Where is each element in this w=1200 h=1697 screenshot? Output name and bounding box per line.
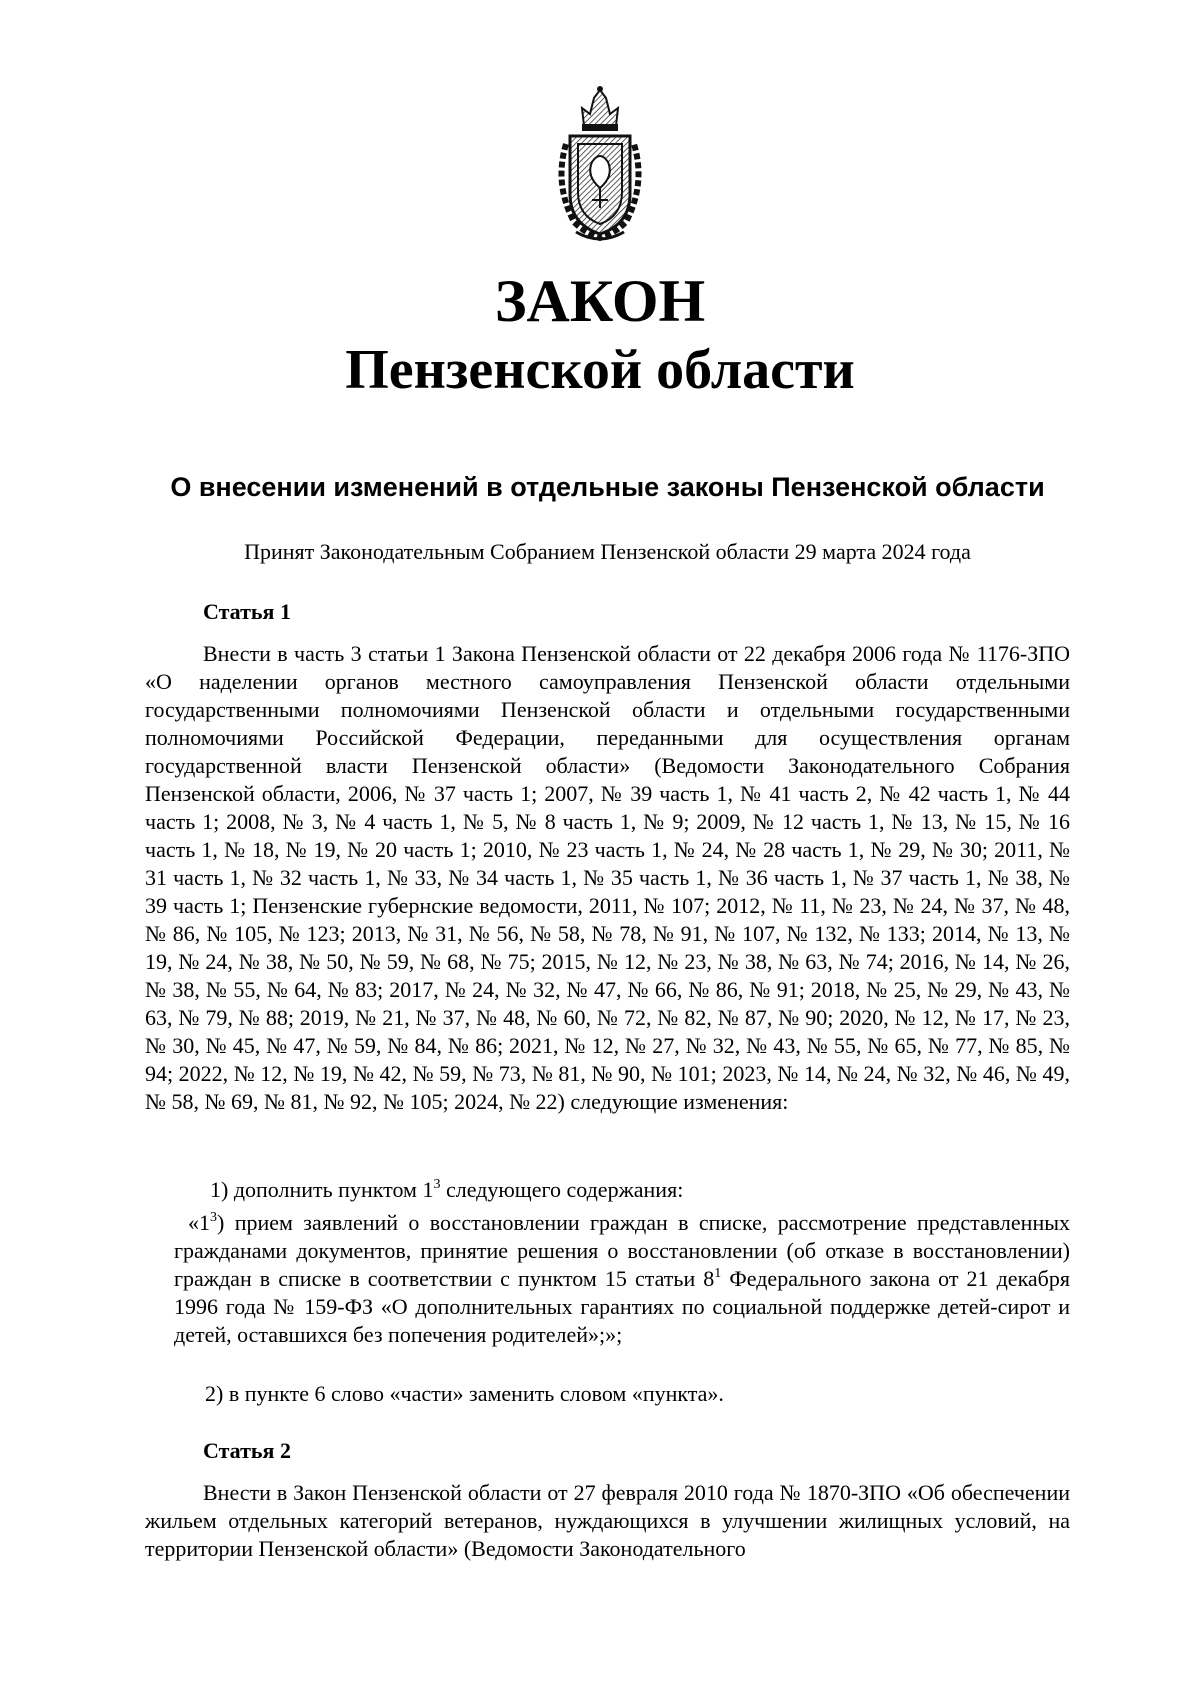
article-1-paragraph: Внести в часть 3 статьи 1 Закона Пензенской области от 22 декабря 2006 года № 1176-ЗПО «О наделении органов местного самоуправления Пензенской области отдельными государственными полномочиями Пензенской области и отдельными государственными полномочиями Российской Федерации, переданными для осуществления органам государственной власти Пензенской области» (Ведомости Законодательного Собрания Пензенской области, 2006, № 37 часть 1; 2007, № 39 часть 1, № 41 часть 2, № 42 часть 1, № 44 часть 1; 2008, № 3, № 4 часть 1, № 5, № 8 часть 1, № 9; 2009, № 12 часть 1, № 13, № 15, № 16 часть 1, № 18, № 19, № 20 часть 1; 2010, № 23 часть 1, № 24, № 28 часть 1, № 29, № 30; 2011, № 31 часть 1, № 32 часть 1, № 33, № 34 часть 1, № 35 часть 1, № 36 часть 1, № 37 часть 1, № 38, № 39 часть 1; Пензенские губернские ведомости, 2011, № 107; 2012, № 11, № 23, № 24, № 37, № 48, № 86, № 105, № 123; 2013, № 31, № 56, № 58, № 78, № 91, № 107, № 132, № 133; 2014, № 13, № 19, № 24, № 38, № 50, № 59, № 68, № 75; 2015, № 12, № 23, № 38, № 63, № 74; 2016, № 14, № 26, № 38, № 55, № 64, № 83; 2017, № 24, № 32, № 47, № 66, № 86, № 91; 2018, № 25, № 29, № 43, № 63, № 79, № 88; 2019, № 21, № 37, № 48, № 60, № 72, № 82, № 87, № 90; 2020, № 12, № 17, № 23, № 30, № 45, № 47, № 59, № 84, № 86; 2021, № 12, № 27, № 32, № 43, № 55, № 65, № 77, № 85, № 94; 2022, № 12, № 19, № 42, № 59, № 73, № 81, № 90, № 101; 2023, № 14, № 24, № 32, № 46, № 49, № 58, № 69, № 81, № 92, № 105; 2024, № 22) следующие изменения: (145, 641, 1070, 1114)
item-1-superscript: 3 (433, 1177, 441, 1192)
quote-open: «1 (188, 1210, 210, 1235)
quote-text-a: ) прием заявлений о восстановлении граждан в списке, рассмотрение представленных гражданами документов, принятие решения о восстановлении (об отказе в восстановлении) граждан в списке в соответствии с пунктом 15 статьи 8 (174, 1210, 1070, 1291)
document-heading: О внесении изменений в отдельные законы Пензенской области (170, 472, 1045, 502)
quote-superscript: 3 (210, 1210, 217, 1225)
article-2-title: Статья 2 (203, 1438, 291, 1463)
adoption-line: Принят Законодательным Собранием Пензенской области 29 марта 2024 года (244, 539, 971, 564)
article-2-paragraph: Внести в Закон Пензенской области от 27 февраля 2010 года № 1870-ЗПО «Об обеспечении жильем отдельных категорий ветеранов, нуждающихся в улучшении жилищных условий, на территории Пензенской области» (Ведомости Законодательного (145, 1480, 1070, 1561)
coat-of-arms-icon (544, 84, 656, 244)
article-1-item-1 (210, 1176, 683, 1204)
article-1-item-2: 2) в пункте 6 слово «части» заменить словом «пункта». (205, 1381, 724, 1406)
article-1-quoted-text (174, 1209, 1070, 1349)
law-subtitle: Пензенской области (345, 339, 855, 401)
item-1-text: 1) дополнить пунктом 1 (210, 1177, 434, 1202)
quote-superscript-2: 1 (714, 1266, 722, 1281)
article-1-title: Статья 1 (203, 599, 291, 624)
law-title: ЗАКОН (494, 268, 706, 334)
item-1-tail: следующего содержания: (440, 1177, 684, 1202)
quote-text-b: Федерального закона от 21 декабря 1996 года № 159-ФЗ «О дополнительных гарантиях по социальной поддержке детей-сирот и детей, оставшихся без попечения родителей»;»; (174, 1266, 1070, 1347)
